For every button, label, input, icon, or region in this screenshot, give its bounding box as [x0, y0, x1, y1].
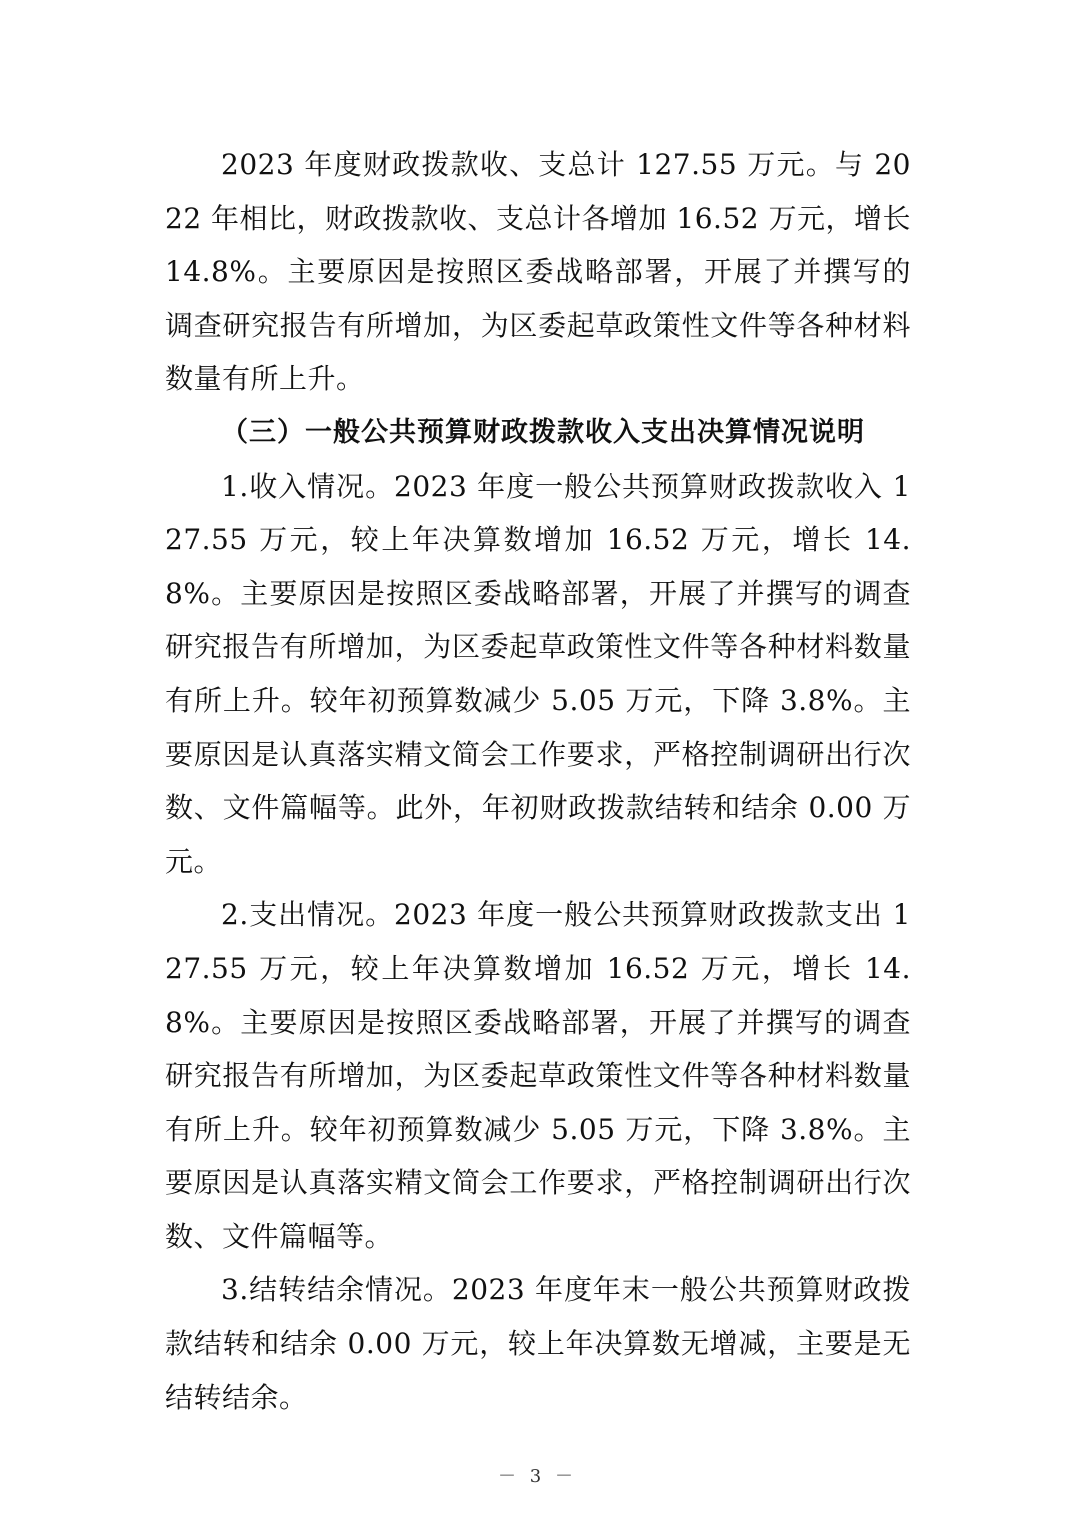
section-heading-general-budget: （三）一般公共预算财政拨款收入支出决算情况说明: [221, 416, 865, 448]
paragraph-expenditure: 2.支出情况。2023 年度一般公共预算财政拨款支出 127.55 万元，较上年决算数增加 16.52 万元，增长 14.8%。主要原因是按照区委战略部署，开展了并撰写的调查研究报告有所增加，为区委起草政策性文件等各种材料数量有所上升。较年初预算数减少 5.05 万元，下降 3.8%。主要原因是认真落实精文简会工作要求，严格控制调研出行次数、文件篇幅等。: [165, 898, 911, 1253]
document-body: [165, 138, 911, 1424]
paragraph-income: 1.收入情况。2023 年度一般公共预算财政拨款收入 127.55 万元，较上年决算数增加 16.52 万元，增长 14.8%。主要原因是按照区委战略部署，开展了并撰写的调查研究报告有所增加，为区委起草政策性文件等各种材料数量有所上升。较年初预算数减少 5.05 万元，下降 3.8%。主要原因是认真落实精文简会工作要求，严格控制调研出行次数、文件篇幅等。此外，年初财政拨款结转和结余 0.00 万元。: [165, 469, 911, 878]
paragraph-total-summary: 2023 年度财政拨款收、支总计 127.55 万元。与 2022 年相比，财政拨款收、支总计各增加 16.52 万元，增长 14.8%。主要原因是按照区委战略部署，开展了并撰写的调查研究报告有所增加，为区委起草政策性文件等各种材料数量有所上升。: [165, 148, 911, 396]
paragraph-carryover: 3.结转结余情况。2023 年度年末一般公共预算财政拨款结转和结余 0.00 万元，较上年决算数无增减，主要是无结转结余。: [165, 1273, 911, 1414]
page-number: － 3 －: [498, 1466, 577, 1487]
